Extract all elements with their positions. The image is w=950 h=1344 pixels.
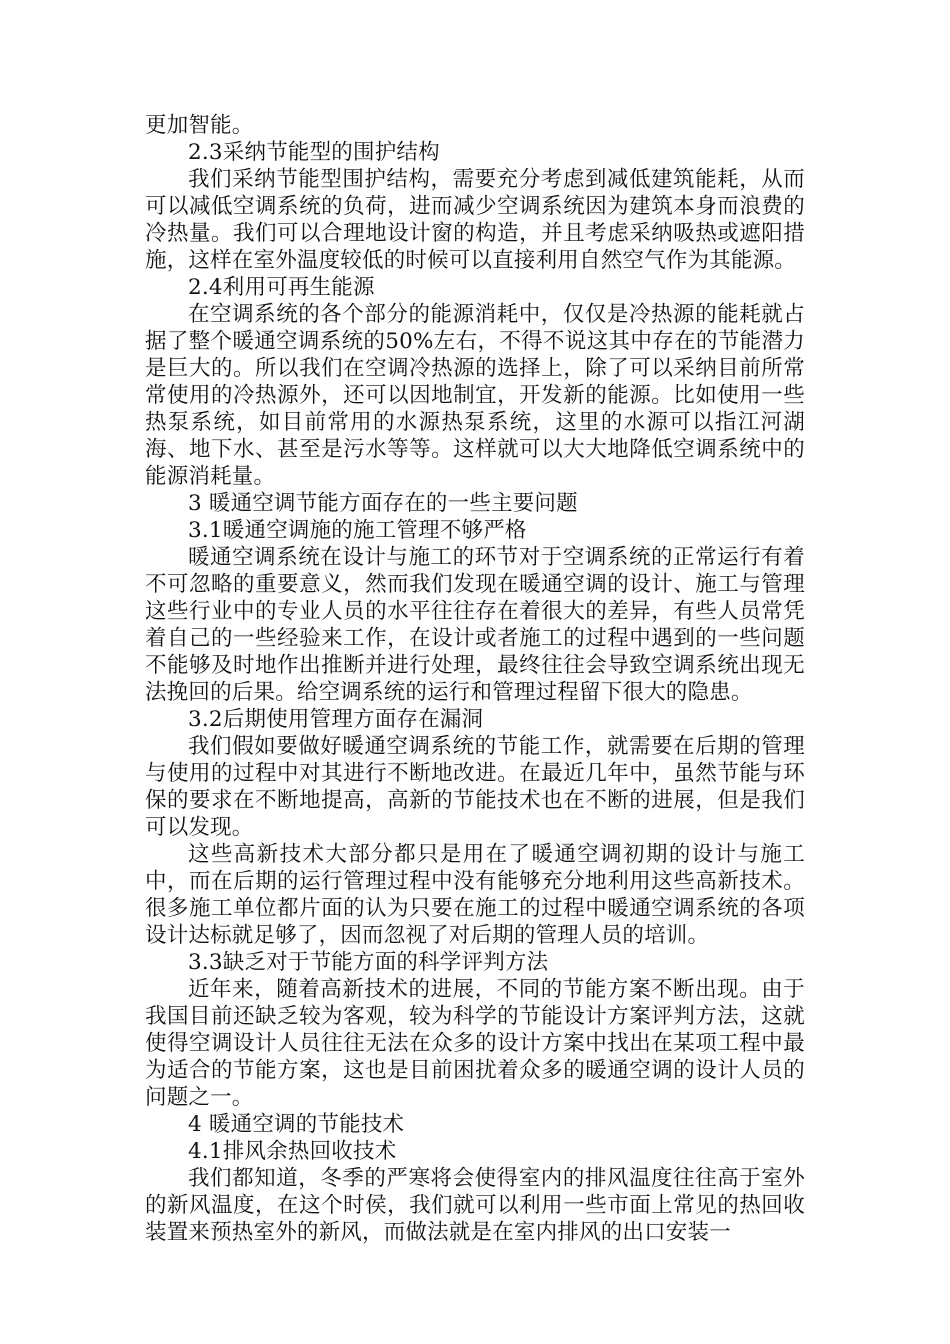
section-heading-2-3: 2.3采纳节能型的围护结构 [188,140,440,165]
document-page [145,112,805,1246]
paragraph: 我们都知道，冬季的严寒将会使得室内的排风温度往往高于室外的新风温度，在这个时侯，我们就可以利用一些市面上常见的热回收装置来预热室外的新风，而做法就是在室内排风的出口安装一 [145,1166,805,1245]
section-heading-4: 4 暖通空调的节能技术 [188,1112,405,1137]
paragraph: 我们采纳节能型围护结构，需要充分考虑到减低建筑能耗，从而可以减低空调系统的负荷，进而减少空调系统因为建筑本身而浪费的冷热量。我们可以合理地设计窗的构造，并且考虑采纳吸热或遮阳措施，这样在室外温度较低的时候可以直接利用自然空气作为其能源。 [145,167,805,273]
section-heading-3: 3 暖通空调节能方面存在的一些主要问题 [188,491,578,516]
section-heading-3-3: 3.3缺乏对于节能方面的科学评判方法 [188,950,549,975]
paragraph: 暖通空调系统在设计与施工的环节对于空调系统的正常运行有着不可忽略的重要意义，然而我们发现在暖通空调的设计、施工与管理这些行业中的专业人员的水平往往存在着很大的差异，有些人员常凭着自己的一些经验来工作，在设计或者施工的过程中遇到的一些问题不能够及时地作出推断并进行处理，最终往往会导致空调系统出现无法挽回的后果。给空调系统的运行和管理过程留下很大的隐患。 [145,545,805,705]
paragraph: 近年来，随着高新技术的进展，不同的节能方案不断出现。由于我国目前还缺乏较为客观，较为科学的节能设计方案评判方法，这就使得空调设计人员往往无法在众多的设计方案中找出在某项工程中最为适合的节能方案，这也是目前困扰着众多的暖通空调的设计人员的问题之一。 [145,977,805,1110]
section-heading-3-2: 3.2后期使用管理方面存在漏洞 [188,707,484,732]
section-heading-3-1: 3.1暖通空调施的施工管理不够严格 [188,518,527,543]
section-heading-2-4: 2.4利用可再生能源 [188,275,375,300]
paragraph: 这些高新技术大部分都只是用在了暖通空调初期的设计与施工中，而在后期的运行管理过程中没有能够充分地利用这些高新技术。很多施工单位都片面的认为只要在施工的过程中暖通空调系统的各项设计达标就足够了，因而忽视了对后期的管理人员的培训。 [145,842,805,948]
paragraph: 在空调系统的各个部分的能源消耗中，仅仅是冷热源的能耗就占据了整个暖通空调系统的50%左右，不得不说这其中存在的节能潜力是巨大的。所以我们在空调冷热源的选择上，除了可以采纳目前所常常使用的冷热源外，还可以因地制宜，开发新的能源。比如使用一些热泵系统，如目前常用的水源热泵系统，这里的水源可以指江河湖海、地下水、甚至是污水等等。这样就可以大大地降低空调系统中的能源消耗量。 [145,302,805,489]
paragraph-continuation: 更加智能。 [145,113,254,138]
section-heading-4-1: 4.1排风余热回收技术 [188,1139,397,1164]
paragraph: 我们假如要做好暖通空调系统的节能工作，就需要在后期的管理与使用的过程中对其进行不断地改进。在最近几年中，虽然节能与环保的要求在不断地提高，高新的节能技术也在不断的进展，但是我们可以发现。 [145,734,805,840]
